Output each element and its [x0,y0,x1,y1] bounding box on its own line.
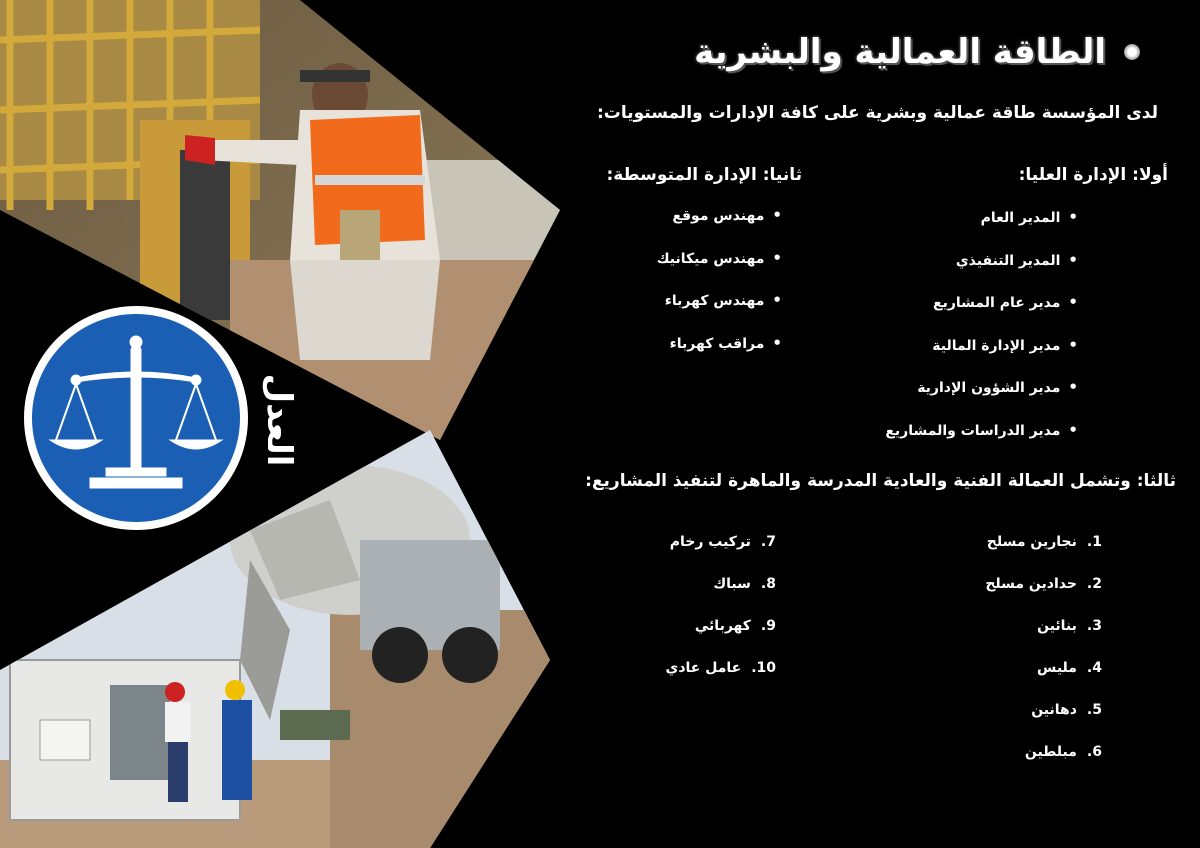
list-item: • مدير الشؤون الإدارية [885,377,1078,420]
list-item: • مراقب كهرباء [657,333,782,376]
list-item: • المدير التنفيذي [885,250,1078,293]
list-item: 4.مليس [1037,660,1102,676]
list-item: 6.مبلطين [1024,744,1102,760]
list-item: • مدير الإدارة المالية [885,335,1078,378]
labor-heading: ثالثا: وتشمل العمالة الفنية والعادية المدرسة والماهرة لتنفيذ المشاريع: [585,471,1176,491]
upper-management-heading: أولا: الإدارة العليا: [1018,165,1168,185]
logo-text: العدل [259,373,298,467]
labor-list-1 [985,532,1102,784]
middle-management-heading: ثانيا: الإدارة المتوسطة: [606,165,802,185]
upper-management-list [885,207,1078,462]
list-item: 2.حدادين مسلح [985,576,1102,592]
glow-dot-icon [1124,44,1140,60]
middle-management-list [657,205,782,375]
labor-list-2 [665,532,776,700]
list-item: 1.نجارين مسلح [986,534,1102,550]
page-title: الطاقة العمالية والبشرية [694,32,1106,72]
intro-text: لدى المؤسسة طاقة عمالية وبشرية على كافة الإدارات والمستويات: [596,103,1158,123]
list-item: 8.سباك [713,576,776,592]
list-item: • مدير الدراسات والمشاريع [885,420,1078,463]
list-item: • مهندس كهرباء [657,290,782,333]
list-item: 10.عامل عادي [665,660,776,676]
list-item: 7.تركيب رخام [669,534,776,550]
list-item: • مهندس ميكانيك [657,248,782,291]
list-item: 3.بنائين [1037,618,1102,634]
list-item: • مهندس موقع [657,205,782,248]
list-item: 9.كهربائي [694,618,776,634]
list-item: 5.دهانين [1031,702,1102,718]
company-logo [18,300,298,540]
title-row [694,32,1140,72]
list-item: • المدير العام [885,207,1078,250]
list-item: • مدير عام المشاريع [885,292,1078,335]
